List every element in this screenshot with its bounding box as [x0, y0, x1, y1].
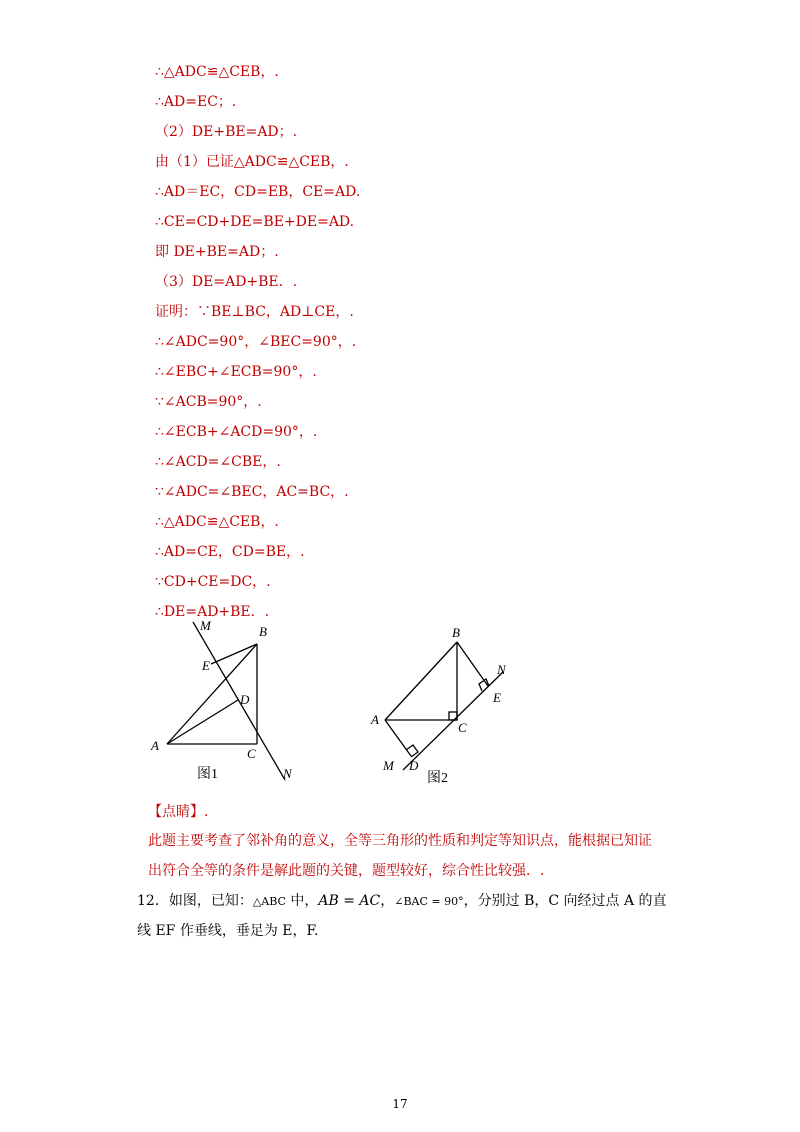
comment-heading: 【点睛】. [148, 804, 209, 820]
segment-be [457, 642, 488, 686]
label-e: E [202, 658, 210, 673]
question-12-mid2: ， [380, 893, 395, 909]
label-m: M [200, 618, 211, 633]
comment-line-1: 此题主要考查了邻补角的意义，全等三角形的性质和判定等知识点，能根据已知证 [148, 833, 652, 849]
figure-2-caption: 图2 [427, 771, 448, 786]
page-number: 17 [392, 1097, 408, 1111]
label-c: C [458, 720, 467, 735]
solution-line-1: ∴△ADC≌△CEB，. [155, 64, 279, 80]
solution-line-3: （2）DE+BE=AD；. [155, 124, 298, 140]
solution-line-9: 证明：∵BE⊥BC，AD⊥CE，. [155, 304, 354, 320]
question-12-mid1: 中， [285, 893, 319, 909]
solution-line-14: ∴∠ACD=∠CBE，. [155, 454, 281, 470]
label-b: B [259, 624, 267, 639]
label-d: D [409, 758, 419, 773]
question-12-line-2: 线 EF 作垂线，垂足为 E，F. [137, 923, 319, 939]
solution-line-4: 由（1）已证△ADC≌△CEB，. [155, 154, 349, 170]
solution-line-5: ∴AD＝EC，CD=EB，CE=AD. [155, 184, 361, 200]
question-12-prefix: 12．如图，已知： [137, 893, 253, 909]
solution-line-13: ∴∠ECB+∠ACD=90°，. [155, 424, 318, 440]
figure-2 [365, 622, 530, 792]
label-m: M [383, 758, 394, 773]
label-n: N [283, 766, 292, 781]
solution-line-12: ∵∠ACB=90°，. [155, 394, 262, 410]
segment-be [211, 644, 257, 664]
solution-line-10: ∴∠ADC=90°，∠BEC=90°，. [155, 334, 357, 350]
label-n: N [497, 662, 506, 677]
solution-line-18: ∵CD+CE=DC，. [155, 574, 271, 590]
question-12-suffix: ，分别过 B，C 向经过点 A 的直 [463, 893, 667, 909]
segment-ad [167, 700, 238, 744]
solution-line-17: ∴AD=CE，CD=BE，. [155, 544, 305, 560]
question-12-line-1 [137, 892, 667, 911]
question-12-triangle: △ABC [252, 895, 286, 908]
segment-ad [385, 720, 411, 756]
line-mn [193, 622, 285, 780]
solution-line-19: ∴DE=AD+BE．. [155, 604, 270, 620]
figure-1-caption: 图1 [197, 767, 218, 782]
question-12-eq1: AB = AC [318, 893, 381, 909]
label-e: E [493, 690, 501, 705]
comment-line-2: 出符合全等的条件是解此题的关键，题型较好，综合性比较强．. [148, 863, 545, 879]
figure-1 [145, 618, 305, 788]
segment-ab [385, 642, 457, 720]
solution-line-6: ∴CE=CD+DE=BE+DE=AD. [155, 214, 355, 230]
label-a: A [371, 712, 379, 727]
line-mn [403, 672, 503, 770]
question-12-eq2: ∠BAC = 90° [394, 895, 464, 908]
label-b: B [452, 625, 460, 640]
solution-line-16: ∴△ADC≌△CEB，. [155, 514, 279, 530]
label-a: A [151, 738, 159, 753]
solution-line-7: 即 DE+BE=AD；. [155, 244, 279, 260]
solution-line-8: （3）DE=AD+BE．. [155, 274, 298, 290]
solution-line-2: ∴AD=EC；. [155, 94, 237, 110]
label-c: C [247, 746, 256, 761]
label-d: D [240, 692, 250, 707]
solution-line-11: ∴∠EBC+∠ECB=90°，. [155, 364, 317, 380]
solution-line-15: ∵∠ADC=∠BEC，AC=BC，. [155, 484, 349, 500]
